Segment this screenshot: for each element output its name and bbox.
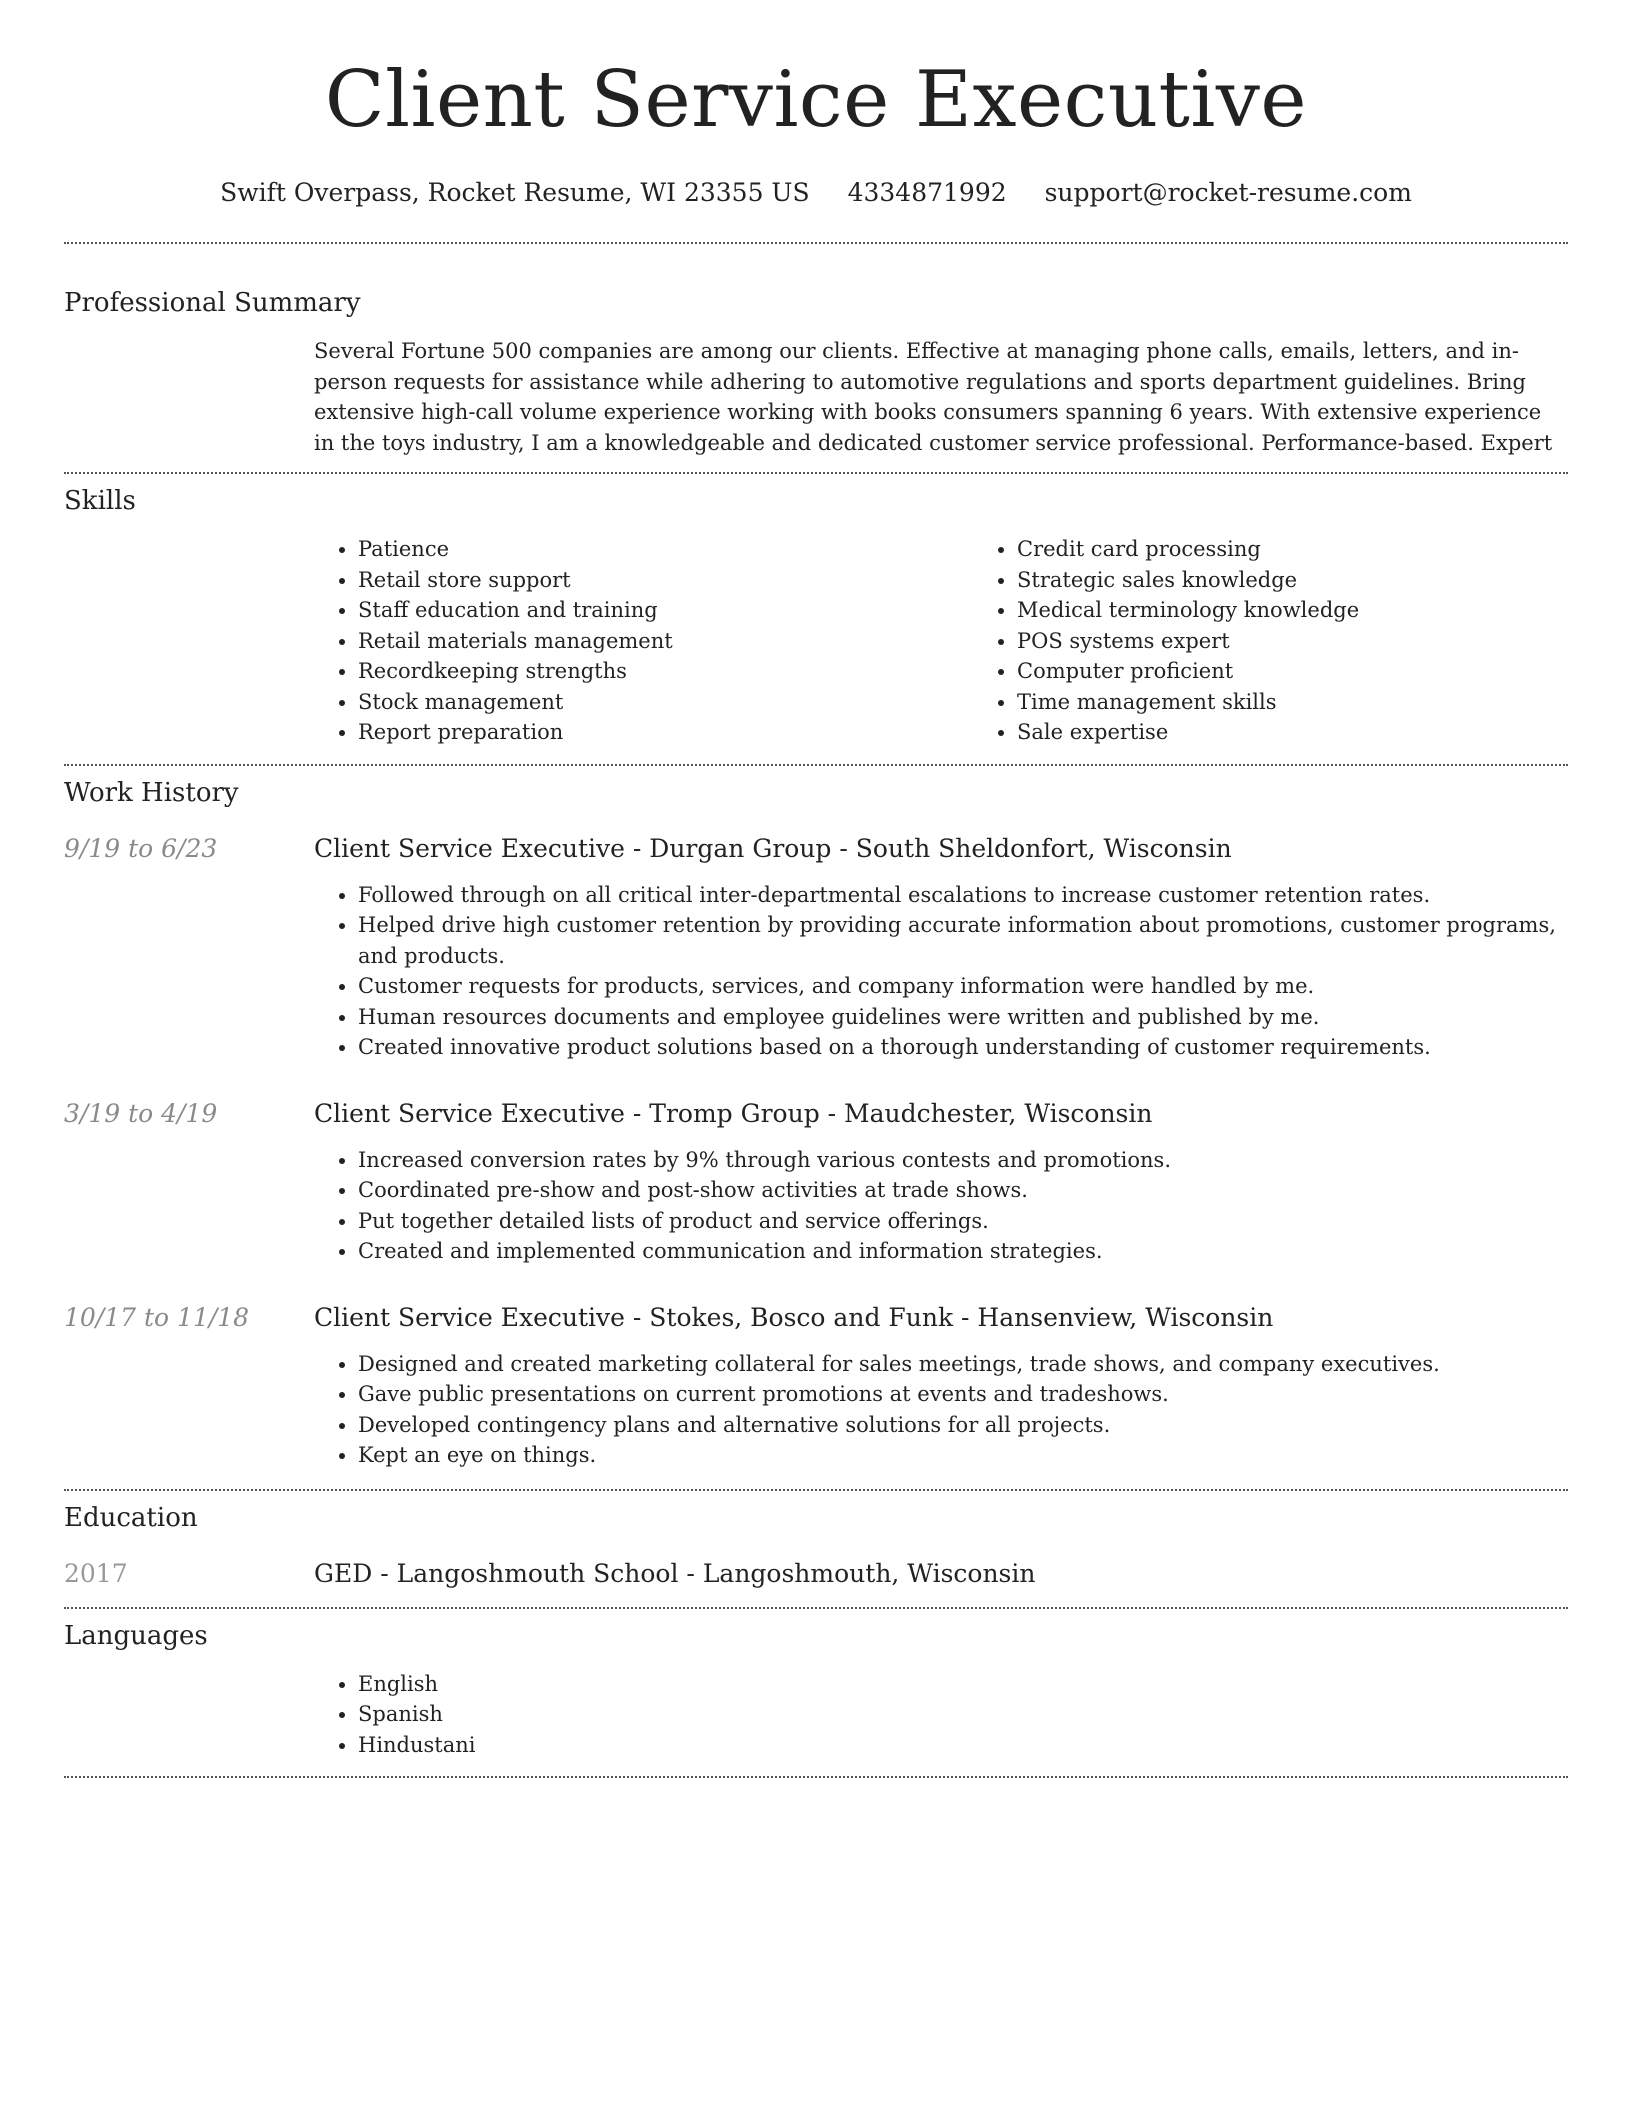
- contact-line: [64, 176, 1568, 210]
- section-divider: [64, 242, 1568, 244]
- contact-email: support@rocket-resume.com: [1044, 178, 1412, 207]
- skills-list-right: [973, 534, 1632, 748]
- job-bullet: • Increased conversion rates by 9% through various contests and promotions.: [358, 1145, 1568, 1176]
- job-heading: Client Service Executive - Stokes, Bosco and Funk - Hansenview, Wisconsin: [314, 1302, 1274, 1332]
- job-dates: 3/19 to 4/19: [64, 1098, 218, 1128]
- section-divider: [64, 764, 1568, 766]
- skills-section: [64, 484, 1568, 748]
- section-divider: [64, 472, 1568, 474]
- job-bullet: • Developed contingency plans and alternative solutions for all projects.: [358, 1410, 1568, 1441]
- languages-section: [64, 1619, 1568, 1761]
- job-bullet: • Customer requests for products, services, and company information were handled by me.: [358, 971, 1568, 1002]
- skill-item: • Stock management: [358, 687, 973, 718]
- job-bullet: • Kept an eye on things.: [358, 1440, 1568, 1471]
- section-title-skills: Skills: [64, 486, 136, 516]
- job-entry: [64, 832, 1568, 1063]
- skill-item: • Retail materials management: [358, 626, 973, 657]
- summary-text: Several Fortune 500 companies are among our clients. Effective at managing phone calls, emails, letters, and in-person requests for assistance while adhering to automotive regulations and sports department guidelines. Bring extensive high-call volume experience working with books consumers spanning 6 years. With extensive experience in the toys industry, I am a knowledgeable and dedicated customer service professional. Performance-based. Expert: [314, 339, 1553, 455]
- skills-grid: [314, 534, 1568, 748]
- resume-page: [64, 0, 1568, 1778]
- job-bullet: • Gave public presentations on current promotions at events and tradeshows.: [358, 1379, 1568, 1410]
- language-item: • Hindustani: [358, 1730, 1568, 1761]
- section-title-education: Education: [64, 1502, 198, 1533]
- job-bullet: • Created and implemented communication and information strategies.: [358, 1236, 1568, 1267]
- section-divider: [64, 1607, 1568, 1609]
- skill-item: • Recordkeeping strengths: [358, 656, 973, 687]
- job-bullet: • Coordinated pre-show and post-show activities at trade shows.: [358, 1175, 1568, 1206]
- skill-item: • Sale expertise: [1017, 717, 1632, 748]
- section-divider: [64, 1776, 1568, 1778]
- contact-address: Swift Overpass, Rocket Resume, WI 23355 US: [220, 178, 810, 207]
- job-bullet: • Created innovative product solutions based on a thorough understanding of customer requirements.: [358, 1032, 1568, 1063]
- education-heading: GED - Langoshmouth School - Langoshmouth, Wisconsin: [314, 1558, 1036, 1588]
- skill-item: • Patience: [358, 534, 973, 565]
- skill-item: • Computer proficient: [1017, 656, 1632, 687]
- skill-item: • Retail store support: [358, 565, 973, 596]
- skills-list-left: [314, 534, 973, 748]
- work-history-section: [64, 776, 1568, 1471]
- skill-item: • Time management skills: [1017, 687, 1632, 718]
- job-entry: [64, 1301, 1568, 1471]
- job-bullets: [314, 880, 1568, 1063]
- contact-phone: 4334871992: [847, 178, 1007, 207]
- skill-item: • Strategic sales knowledge: [1017, 565, 1632, 596]
- skill-item: • POS systems expert: [1017, 626, 1632, 657]
- job-heading: Client Service Executive - Durgan Group - South Sheldonfort, Wisconsin: [314, 833, 1232, 863]
- job-dates: 9/19 to 6/23: [64, 833, 218, 863]
- job-bullet: • Helped drive high customer retention by providing accurate information about promotions, customer programs, and products.: [358, 910, 1568, 971]
- job-bullets: [314, 1349, 1568, 1471]
- job-bullets: [314, 1145, 1568, 1267]
- skill-item: • Staff education and training: [358, 595, 973, 626]
- section-title-work-history: Work History: [64, 777, 239, 808]
- resume-name-title: Client Service Executive: [324, 55, 1308, 145]
- education-year: 2017: [64, 1558, 128, 1588]
- summary-section: [64, 286, 1568, 458]
- section-title-summary: Professional Summary: [64, 288, 361, 318]
- section-title-languages: Languages: [64, 1620, 208, 1651]
- job-bullet: • Designed and created marketing collateral for sales meetings, trade shows, and company executives.: [358, 1349, 1568, 1380]
- skill-item: • Credit card processing: [1017, 534, 1632, 565]
- job-dates: 10/17 to 11/18: [64, 1302, 250, 1332]
- job-entry: [64, 1097, 1568, 1267]
- job-bullet: • Human resources documents and employee guidelines were written and published by me.: [358, 1002, 1568, 1033]
- language-item: • Spanish: [358, 1699, 1568, 1730]
- education-section: [64, 1501, 1568, 1591]
- job-heading: Client Service Executive - Tromp Group - Maudchester, Wisconsin: [314, 1098, 1153, 1128]
- section-divider: [64, 1489, 1568, 1491]
- languages-list: [314, 1669, 1568, 1761]
- job-bullet: • Followed through on all critical inter-departmental escalations to increase customer retention rates.: [358, 880, 1568, 911]
- language-item: • English: [358, 1669, 1568, 1700]
- skill-item: • Report preparation: [358, 717, 973, 748]
- skill-item: • Medical terminology knowledge: [1017, 595, 1632, 626]
- job-bullet: • Put together detailed lists of product and service offerings.: [358, 1206, 1568, 1237]
